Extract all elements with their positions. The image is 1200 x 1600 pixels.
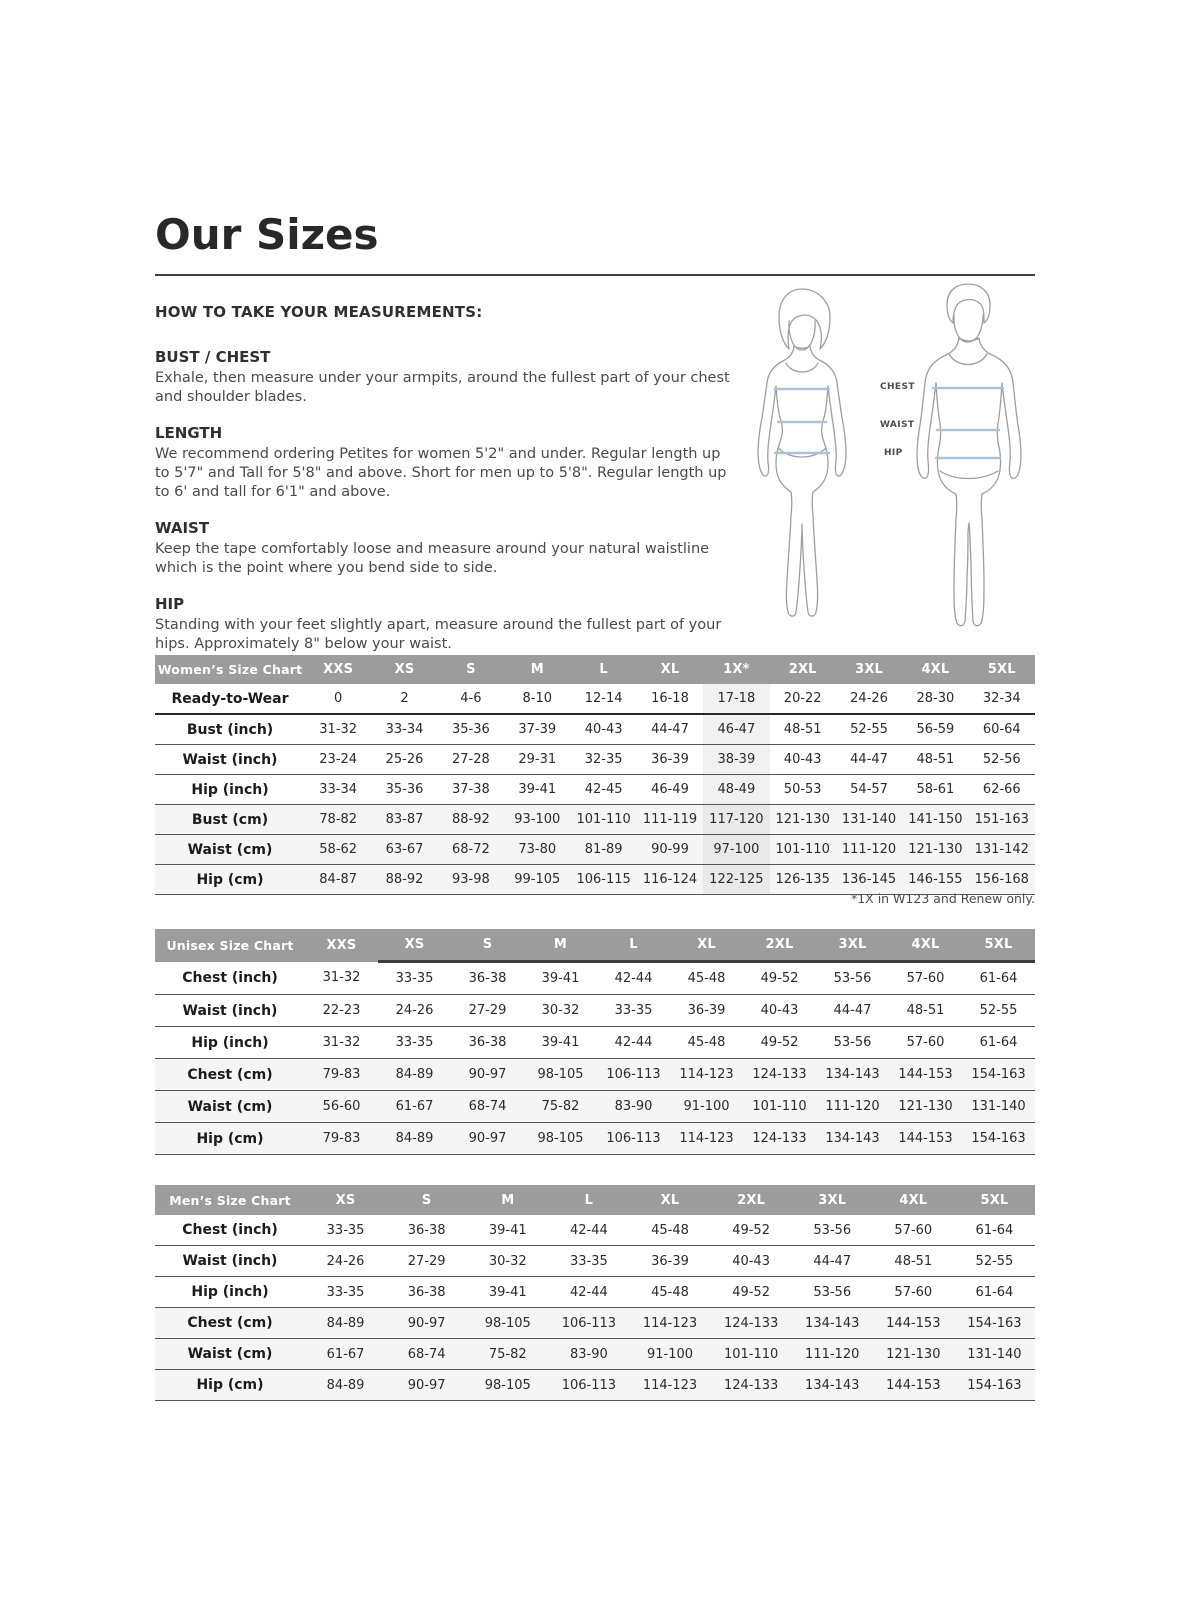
size-column-header: XS	[378, 929, 451, 962]
size-value-cell: 81-89	[584, 842, 623, 857]
table-row	[155, 745, 1035, 775]
size-value-cell: 33-35	[395, 971, 434, 986]
size-value-cell: 84-89	[395, 1131, 434, 1146]
size-value-cell: 154-163	[967, 1377, 1022, 1393]
size-value-cell: 114-123	[642, 1315, 698, 1331]
size-value-cell: 106-115	[576, 872, 631, 887]
size-value-cell: 146-155	[908, 872, 963, 887]
size-value-cell: 17-18	[703, 684, 769, 714]
size-value-cell: 57-60	[906, 1035, 945, 1050]
size-value-cell: 63-67	[385, 842, 424, 857]
size-column-header: XS	[371, 655, 437, 684]
size-value-cell: 48-49	[703, 775, 769, 805]
measurement-instructions	[155, 303, 733, 654]
size-value-cell: 131-140	[971, 1099, 1026, 1114]
size-column-header: 2XL	[770, 655, 836, 684]
size-column-header: S	[438, 655, 504, 684]
table-row	[155, 1246, 1035, 1277]
hip-measure-label: HIP	[884, 448, 903, 458]
size-value-cell: 114-123	[679, 1067, 734, 1082]
size-column-header: 2XL	[743, 929, 816, 962]
size-chart-header-row	[155, 655, 1035, 684]
size-value-cell: 91-100	[646, 1346, 694, 1362]
size-value-cell: 49-52	[732, 1284, 770, 1300]
size-value-cell: 61-64	[975, 1284, 1014, 1300]
size-value-cell: 126-135	[775, 872, 830, 887]
size-value-cell: 33-35	[326, 1284, 365, 1300]
size-value-cell: 90-97	[468, 1131, 507, 1146]
size-value-cell: 68-72	[452, 842, 490, 857]
size-value-cell: 22-23	[322, 1003, 361, 1018]
row-label: Waist (inch)	[182, 1002, 278, 1019]
size-value-cell: 124-133	[723, 1377, 779, 1393]
size-value-cell: 114-123	[679, 1131, 734, 1146]
size-value-cell: 42-44	[614, 1035, 653, 1050]
size-column-header: M	[467, 1185, 548, 1215]
size-value-cell: 106-113	[561, 1377, 617, 1393]
size-value-cell: 42-44	[614, 971, 653, 986]
title-block	[155, 210, 1035, 276]
size-value-cell: 53-56	[833, 971, 872, 986]
mens-size-chart-table	[155, 1185, 1035, 1401]
size-value-cell: 57-60	[894, 1222, 933, 1238]
table-row	[155, 775, 1035, 805]
row-label: Bust (cm)	[191, 811, 269, 828]
section-heading: WAIST	[155, 519, 210, 537]
size-value-cell: 111-120	[841, 842, 897, 857]
size-column-header: XL	[637, 655, 703, 684]
size-value-cell: 111-120	[805, 1346, 860, 1362]
table-row	[155, 1277, 1035, 1308]
size-value-cell: 48-51	[783, 722, 822, 737]
size-column-header: 3XL	[836, 655, 902, 684]
size-value-cell: 62-66	[982, 782, 1021, 797]
size-column-header: 2XL	[711, 1185, 792, 1215]
size-column-header: M	[504, 655, 570, 684]
size-value-cell: 73-80	[518, 842, 557, 857]
size-value-cell: 83-87	[385, 812, 424, 827]
size-value-cell: 40-43	[732, 1253, 770, 1269]
size-value-cell: 2	[400, 691, 409, 706]
size-value-cell: 53-56	[813, 1222, 852, 1238]
size-value-cell: 84-89	[395, 1067, 434, 1082]
size-value-cell: 36-39	[651, 752, 689, 767]
size-value-cell: 33-35	[395, 1035, 434, 1050]
size-value-cell: 39-41	[518, 782, 557, 797]
size-value-cell: 4-6	[460, 691, 482, 706]
size-value-cell: 122-125	[703, 865, 769, 895]
size-value-cell: 54-57	[850, 782, 888, 797]
table-title: Unisex Size Chart	[155, 929, 305, 962]
size-value-cell: 35-36	[385, 782, 424, 797]
size-value-cell: 27-29	[407, 1253, 446, 1269]
size-value-cell: 61-64	[979, 1035, 1018, 1050]
size-value-cell: 48-51	[894, 1253, 933, 1269]
size-value-cell: 33-35	[614, 1003, 653, 1018]
size-value-cell: 45-48	[687, 1035, 726, 1050]
section-heading: BUST / CHEST	[155, 348, 271, 366]
size-column-header: M	[524, 929, 597, 962]
size-value-cell: 45-48	[687, 971, 726, 986]
womens-size-chart-table	[155, 655, 1035, 895]
size-value-cell: 116-124	[642, 872, 698, 887]
size-value-cell: 52-55	[979, 1003, 1018, 1018]
table-row	[155, 1091, 1035, 1123]
size-column-header: XXS	[305, 929, 378, 962]
size-value-cell: 68-74	[468, 1099, 507, 1114]
size-value-cell: 93-100	[514, 812, 561, 827]
size-value-cell: 48-51	[916, 752, 955, 767]
row-label: Hip (inch)	[191, 781, 269, 798]
size-value-cell: 61-67	[395, 1099, 434, 1114]
size-value-cell: 98-105	[537, 1067, 584, 1082]
section-body: Standing with your feet slightly apart, measure around the fullest part of your hips. Approximately 8" below your waist.	[155, 617, 722, 652]
size-value-cell: 78-82	[319, 812, 358, 827]
size-value-cell: 30-32	[541, 1003, 580, 1018]
size-value-cell: 144-153	[898, 1131, 953, 1146]
size-value-cell: 156-168	[974, 872, 1029, 887]
size-value-cell: 27-29	[468, 1003, 507, 1018]
size-column-header: 5XL	[969, 655, 1035, 684]
size-value-cell: 60-64	[982, 722, 1021, 737]
table-row	[155, 995, 1035, 1027]
size-value-cell: 36-39	[687, 1003, 726, 1018]
size-value-cell: 33-35	[326, 1222, 365, 1238]
waist-measure-label: WAIST	[880, 420, 915, 430]
section-waist	[155, 519, 733, 578]
size-column-header: S	[386, 1185, 467, 1215]
chest-measure-label: CHEST	[880, 382, 915, 392]
size-value-cell: 30-32	[488, 1253, 527, 1269]
size-value-cell: 42-45	[584, 782, 623, 797]
size-value-cell: 83-90	[614, 1099, 653, 1114]
row-label: Hip (inch)	[191, 1034, 269, 1051]
size-value-cell: 44-47	[833, 1003, 872, 1018]
size-value-cell: 27-28	[452, 752, 490, 767]
size-value-cell: 39-41	[488, 1284, 527, 1300]
row-label: Hip (inch)	[191, 1284, 269, 1300]
size-value-cell: 124-133	[752, 1067, 807, 1082]
size-column-header: L	[597, 929, 670, 962]
size-value-cell: 154-163	[971, 1067, 1026, 1082]
table-row	[155, 865, 1035, 895]
size-value-cell: 57-60	[894, 1284, 933, 1300]
size-column-header: L	[570, 655, 636, 684]
row-label: Waist (inch)	[182, 1253, 278, 1269]
size-value-cell: 114-123	[642, 1377, 698, 1393]
size-value-cell: 111-119	[642, 812, 698, 827]
section-bust-chest	[155, 348, 733, 407]
size-value-cell: 37-38	[452, 782, 490, 797]
size-value-cell: 98-105	[484, 1377, 531, 1393]
size-column-header: XXS	[305, 655, 371, 684]
size-column-header: 5XL	[962, 929, 1035, 962]
size-value-cell: 121-130	[898, 1099, 953, 1114]
size-value-cell: 90-97	[407, 1315, 446, 1331]
size-value-cell: 57-60	[906, 971, 945, 986]
section-length	[155, 424, 733, 502]
size-value-cell: 53-56	[813, 1284, 852, 1300]
size-value-cell: 117-120	[703, 805, 769, 835]
size-column-header: XL	[670, 929, 743, 962]
size-value-cell: 98-105	[484, 1315, 531, 1331]
size-value-cell: 121-130	[908, 842, 963, 857]
size-column-header: L	[548, 1185, 629, 1215]
size-value-cell: 44-47	[850, 752, 888, 767]
table-row	[155, 805, 1035, 835]
size-value-cell: 79-83	[322, 1067, 361, 1082]
size-value-cell: 83-90	[569, 1346, 608, 1362]
size-value-cell: 61-67	[326, 1346, 365, 1362]
size-value-cell: 45-48	[651, 1222, 689, 1238]
size-value-cell: 61-64	[975, 1222, 1014, 1238]
size-value-cell: 131-140	[967, 1346, 1022, 1362]
size-chart-header-row	[155, 929, 1035, 962]
size-value-cell: 79-83	[322, 1131, 361, 1146]
size-value-cell: 111-120	[825, 1099, 880, 1114]
row-label: Waist (cm)	[187, 1098, 273, 1115]
size-value-cell: 154-163	[967, 1315, 1022, 1331]
measurement-figures	[740, 281, 1040, 649]
size-value-cell: 39-41	[541, 1035, 580, 1050]
row-label: Waist (inch)	[182, 751, 278, 768]
size-value-cell: 48-51	[906, 1003, 945, 1018]
size-value-cell: 101-110	[775, 842, 830, 857]
size-value-cell: 39-41	[488, 1222, 527, 1238]
size-value-cell: 40-43	[584, 722, 623, 737]
size-value-cell: 38-39	[703, 745, 769, 775]
row-label: Chest (inch)	[182, 969, 278, 986]
size-value-cell: 134-143	[825, 1131, 880, 1146]
size-value-cell: 32-35	[584, 752, 623, 767]
section-body: Keep the tape comfortably loose and measure around your natural waistline which is the point where you bend side to side.	[155, 541, 710, 576]
size-value-cell: 101-110	[576, 812, 631, 827]
size-value-cell: 49-52	[760, 1035, 799, 1050]
size-value-cell: 12-14	[584, 691, 623, 706]
row-label: Waist (cm)	[187, 1346, 273, 1362]
size-value-cell: 98-105	[537, 1131, 584, 1146]
size-value-cell: 121-130	[886, 1346, 941, 1362]
row-label: Chest (inch)	[182, 1222, 278, 1238]
size-column-header: 3XL	[792, 1185, 873, 1215]
size-value-cell: 0	[334, 691, 343, 706]
size-column-header: 4XL	[889, 929, 962, 962]
size-value-cell: 75-82	[541, 1099, 580, 1114]
size-value-cell: 25-26	[385, 752, 424, 767]
size-column-header: 5XL	[954, 1185, 1035, 1215]
table-row	[155, 1370, 1035, 1401]
size-value-cell: 46-49	[651, 782, 689, 797]
size-value-cell: 106-113	[606, 1067, 661, 1082]
size-value-cell: 90-97	[407, 1377, 446, 1393]
size-value-cell: 35-36	[452, 722, 490, 737]
size-column-header: 4XL	[902, 655, 968, 684]
size-value-cell: 134-143	[805, 1377, 860, 1393]
size-value-cell: 90-97	[468, 1067, 507, 1082]
table-title: Men’s Size Chart	[155, 1185, 305, 1215]
size-value-cell: 23-24	[319, 752, 358, 767]
size-value-cell: 16-18	[651, 691, 689, 706]
row-label: Hip (cm)	[196, 1130, 264, 1147]
size-value-cell: 144-153	[886, 1377, 941, 1393]
row-label: Chest (cm)	[187, 1066, 273, 1083]
row-label: Waist (cm)	[187, 841, 273, 858]
size-value-cell: 134-143	[825, 1067, 880, 1082]
size-value-cell: 42-44	[569, 1222, 608, 1238]
size-value-cell: 90-99	[651, 842, 689, 857]
size-column-header: XL	[629, 1185, 710, 1215]
how-to-heading: HOW TO TAKE YOUR MEASUREMENTS:	[155, 303, 483, 321]
size-value-cell: 49-52	[732, 1222, 770, 1238]
size-value-cell: 36-38	[468, 971, 507, 986]
row-label: Ready-to-Wear	[171, 690, 289, 707]
size-value-cell: 84-87	[319, 872, 358, 887]
table-title: Women’s Size Chart	[155, 655, 305, 684]
size-value-cell: 151-163	[974, 812, 1029, 827]
size-value-cell: 101-110	[752, 1099, 807, 1114]
size-value-cell: 124-133	[723, 1315, 779, 1331]
size-value-cell: 91-100	[683, 1099, 730, 1114]
size-column-header: 4XL	[873, 1185, 954, 1215]
size-column-header: S	[451, 929, 524, 962]
size-column-header: 1X*	[703, 655, 769, 684]
section-body: We recommend ordering Petites for women 5'2" and under. Regular length up to 5'7" and Tall for 5'8" and above. Short for men up to 5'8". Regular length up to 6' and tall for 6'1" and above.	[155, 446, 727, 500]
size-value-cell: 61-64	[979, 971, 1018, 986]
size-value-cell: 106-113	[606, 1131, 661, 1146]
size-value-cell: 36-38	[407, 1284, 446, 1300]
size-value-cell: 46-47	[703, 714, 769, 745]
size-value-cell: 24-26	[395, 1003, 434, 1018]
size-value-cell: 31-32	[322, 970, 361, 986]
size-value-cell: 29-31	[518, 752, 557, 767]
size-value-cell: 37-39	[518, 722, 557, 737]
size-value-cell: 93-98	[452, 872, 490, 887]
table-row	[155, 1059, 1035, 1091]
row-label: Bust (inch)	[186, 721, 274, 738]
row-label: Hip (cm)	[196, 1377, 264, 1393]
section-body: Exhale, then measure under your armpits, around the fullest part of your chest and shoulder blades.	[155, 370, 730, 405]
size-value-cell: 121-130	[775, 812, 830, 827]
row-label: Hip (cm)	[196, 871, 264, 888]
size-value-cell: 106-113	[561, 1315, 617, 1331]
size-value-cell: 52-55	[850, 722, 888, 737]
size-value-cell: 40-43	[783, 752, 822, 767]
size-value-cell: 44-47	[651, 722, 689, 737]
section-hip	[155, 595, 733, 654]
size-value-cell: 50-53	[783, 782, 822, 797]
size-value-cell: 56-60	[322, 1099, 361, 1114]
size-value-cell: 36-39	[651, 1253, 689, 1269]
unisex-size-chart-table	[155, 929, 1035, 1155]
size-value-cell: 154-163	[971, 1131, 1026, 1146]
size-column-header: 3XL	[816, 929, 889, 962]
size-value-cell: 141-150	[908, 812, 963, 827]
size-value-cell: 99-105	[514, 872, 561, 887]
table-row	[155, 835, 1035, 865]
size-value-cell: 28-30	[916, 691, 955, 706]
size-value-cell: 33-34	[319, 782, 358, 797]
section-heading: HIP	[155, 595, 185, 613]
size-value-cell: 97-100	[703, 835, 769, 865]
size-value-cell: 134-143	[805, 1315, 860, 1331]
size-column-header: XS	[305, 1185, 386, 1215]
size-value-cell: 56-59	[916, 722, 955, 737]
size-value-cell: 49-52	[760, 971, 799, 986]
size-value-cell: 42-44	[569, 1284, 608, 1300]
table-row	[155, 1308, 1035, 1339]
size-value-cell: 53-56	[833, 1035, 872, 1050]
size-value-cell: 58-61	[916, 782, 955, 797]
size-value-cell: 136-145	[841, 872, 897, 887]
size-chart-header-row	[155, 1185, 1035, 1215]
size-value-cell: 36-38	[468, 1035, 507, 1050]
size-value-cell: 33-35	[569, 1253, 608, 1269]
size-value-cell: 31-32	[322, 1035, 361, 1050]
size-value-cell: 68-74	[407, 1346, 446, 1362]
size-value-cell: 131-142	[974, 842, 1029, 857]
table-row	[155, 1123, 1035, 1155]
size-chart-footnote: *1X in W123 and Renew only.	[850, 891, 1035, 906]
table-row	[155, 1027, 1035, 1059]
size-value-cell: 24-26	[326, 1253, 365, 1269]
title-divider	[155, 274, 1035, 276]
size-value-cell: 24-26	[850, 691, 888, 706]
size-value-cell: 88-92	[385, 872, 424, 887]
size-value-cell: 75-82	[488, 1346, 527, 1362]
size-value-cell: 20-22	[783, 691, 822, 706]
size-value-cell: 84-89	[326, 1315, 365, 1331]
size-value-cell: 31-32	[319, 722, 358, 737]
size-value-cell: 84-89	[326, 1377, 365, 1393]
section-heading: LENGTH	[155, 424, 223, 442]
size-value-cell: 88-92	[452, 812, 490, 827]
table-row	[155, 684, 1035, 714]
size-value-cell: 44-47	[813, 1253, 852, 1269]
row-label: Chest (cm)	[187, 1315, 273, 1331]
table-row	[155, 714, 1035, 745]
size-value-cell: 144-153	[898, 1067, 953, 1082]
size-value-cell: 8-10	[522, 691, 553, 706]
page-title: Our Sizes	[155, 210, 379, 259]
table-row	[155, 1339, 1035, 1370]
size-value-cell: 39-41	[541, 971, 580, 986]
size-value-cell: 36-38	[407, 1222, 446, 1238]
body-figures-illustration	[740, 281, 1040, 649]
size-value-cell: 45-48	[651, 1284, 689, 1300]
size-value-cell: 33-34	[385, 722, 424, 737]
size-value-cell: 131-140	[841, 812, 897, 827]
size-value-cell: 52-56	[982, 752, 1021, 767]
size-value-cell: 40-43	[760, 1003, 799, 1018]
size-value-cell: 124-133	[752, 1131, 807, 1146]
size-value-cell: 101-110	[723, 1346, 779, 1362]
size-value-cell: 58-62	[319, 842, 358, 857]
table-row	[155, 962, 1035, 995]
size-value-cell: 32-34	[982, 691, 1021, 706]
size-value-cell: 144-153	[886, 1315, 941, 1331]
table-row	[155, 1215, 1035, 1246]
size-value-cell: 52-55	[975, 1253, 1014, 1269]
